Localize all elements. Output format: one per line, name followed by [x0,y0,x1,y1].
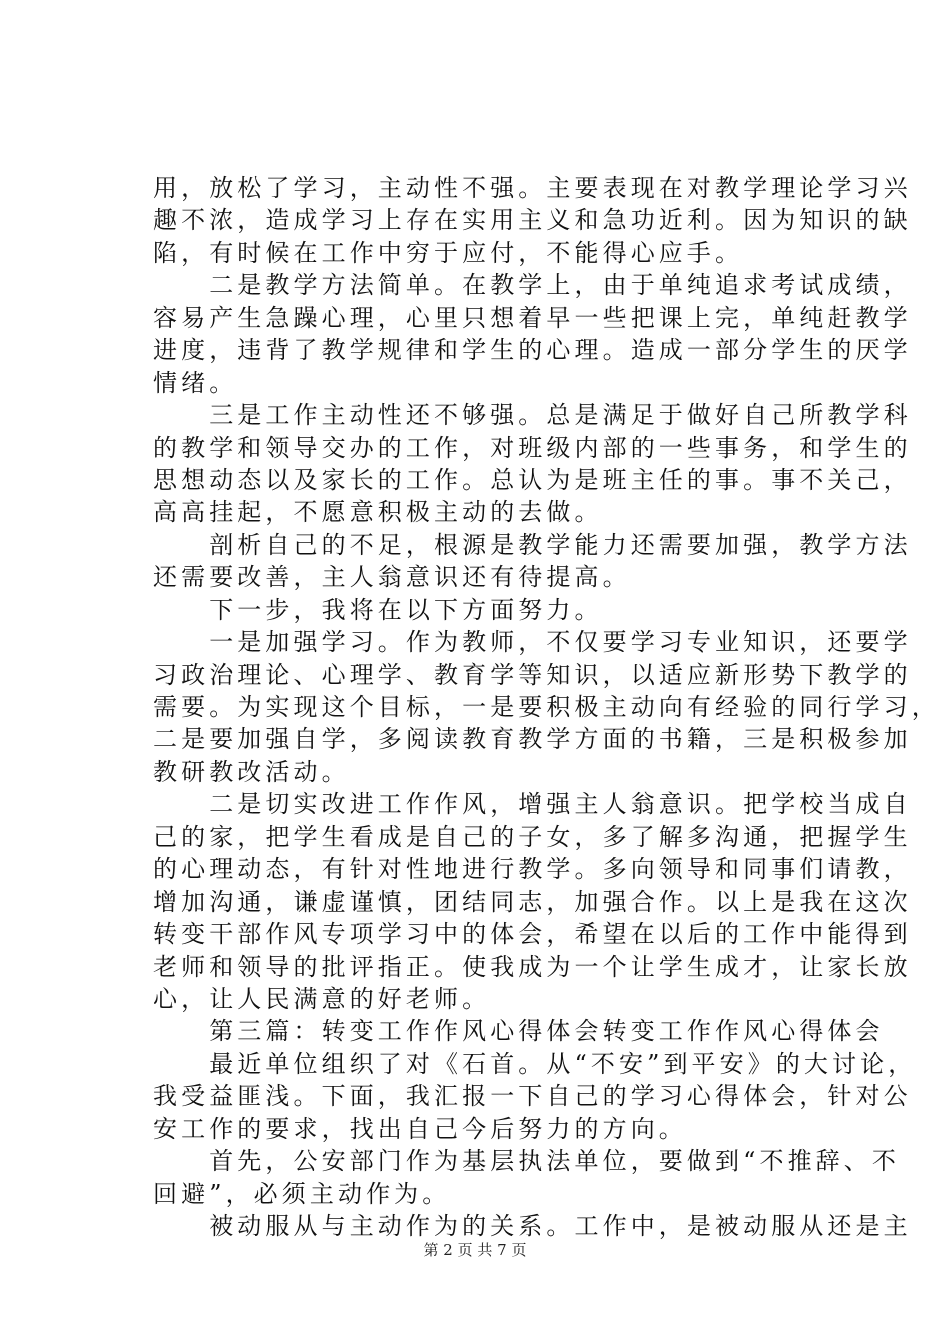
text-line: 情绪。 [153,368,238,397]
text-line: 二是教学方法简单。在教学上，由于单纯追求考试成绩， [153,271,912,300]
text-line: 增加沟通，谦虚谨慎，团结同志，加强合作。以上是我在这次 [153,887,912,916]
text-line: 进度，违背了教学规律和学生的心理。造成一部分学生的厌学 [153,336,912,365]
text-line: 还需要改善，主人翁意识还有待提高。 [153,563,631,592]
text-line: 的教学和领导交办的工作，对班级内部的一些事务，和学生的 [153,433,912,462]
text-line: 思想动态以及家长的工作。总认为是班主任的事。事不关己， [153,465,912,494]
text-line: 的心理动态，有针对性地进行教学。多向领导和同事们请教， [153,855,912,884]
text-line: 我受益匪浅。下面，我汇报一下自己的学习心得体会，针对公 [153,1082,912,1111]
text-line: 陷，有时候在工作中穷于应付，不能得心应手。 [153,238,744,267]
text-line: 三是工作主动性还不够强。总是满足于做好自己所教学科 [153,401,912,430]
text-line: 趣不浓，造成学习上存在实用主义和急功近利。因为知识的缺 [153,206,912,235]
document-body [153,172,940,1242]
text-line: 需要。为实现这个目标，一是要积极主动向有经验的同行学习， [153,693,940,721]
text-line: 老师和领导的批评指正。使我成为一个让学生成才，让家长放 [153,952,912,981]
text-line: 高高挂起，不愿意积极主动的去做。 [153,498,603,527]
text-line: 安工作的要求，找出自己今后努力的方向。 [153,1114,687,1143]
text-line: 心，让人民满意的好老师。 [153,984,491,1013]
text-line: 二是切实改进工作作风，增强主人翁意识。把学校当成自 [153,790,912,819]
text-line: 下一步，我将在以下方面努力。 [153,595,603,624]
page-footer: 第 2 页 共 7 页 [423,1241,527,1259]
text-line: 用，放松了学习，主动性不强。主要表现在对教学理论学习兴 [153,174,912,202]
text-line: 习政治理论、心理学、教育学等知识，以适应新形势下教学的 [153,660,912,689]
text-line: 回避”，必须主动作为。 [153,1179,451,1208]
text-line: 己的家，把学生看成是自己的子女，多了解多沟通，把握学生 [153,822,912,851]
text-line: 二是要加强自学，多阅读教育教学方面的书籍，三是积极参加 [153,725,912,754]
text-line: 一是加强学习。作为教师，不仅要学习专业知识，还要学 [153,628,912,657]
text-line: 容易产生急躁心理，心里只想着早一些把课上完，单纯赶教学 [153,303,912,332]
text-line: 第三篇：转变工作作风心得体会转变工作作风心得体会 [153,1017,884,1046]
text-line: 最近单位组织了对《石首。从“不安”到平安》的大讨论， [153,1049,917,1078]
text-line: 首先，公安部门作为基层执法单位，要做到“不推辞、不 [153,1147,900,1176]
text-line: 转变干部作风专项学习中的体会，希望在以后的工作中能得到 [153,920,912,949]
text-line: 被动服从与主动作为的关系。工作中，是被动服从还是主 [153,1212,912,1240]
text-line: 剖析自己的不足，根源是教学能力还需要加强，教学方法 [153,530,912,559]
text-line: 教研教改活动。 [153,757,350,786]
